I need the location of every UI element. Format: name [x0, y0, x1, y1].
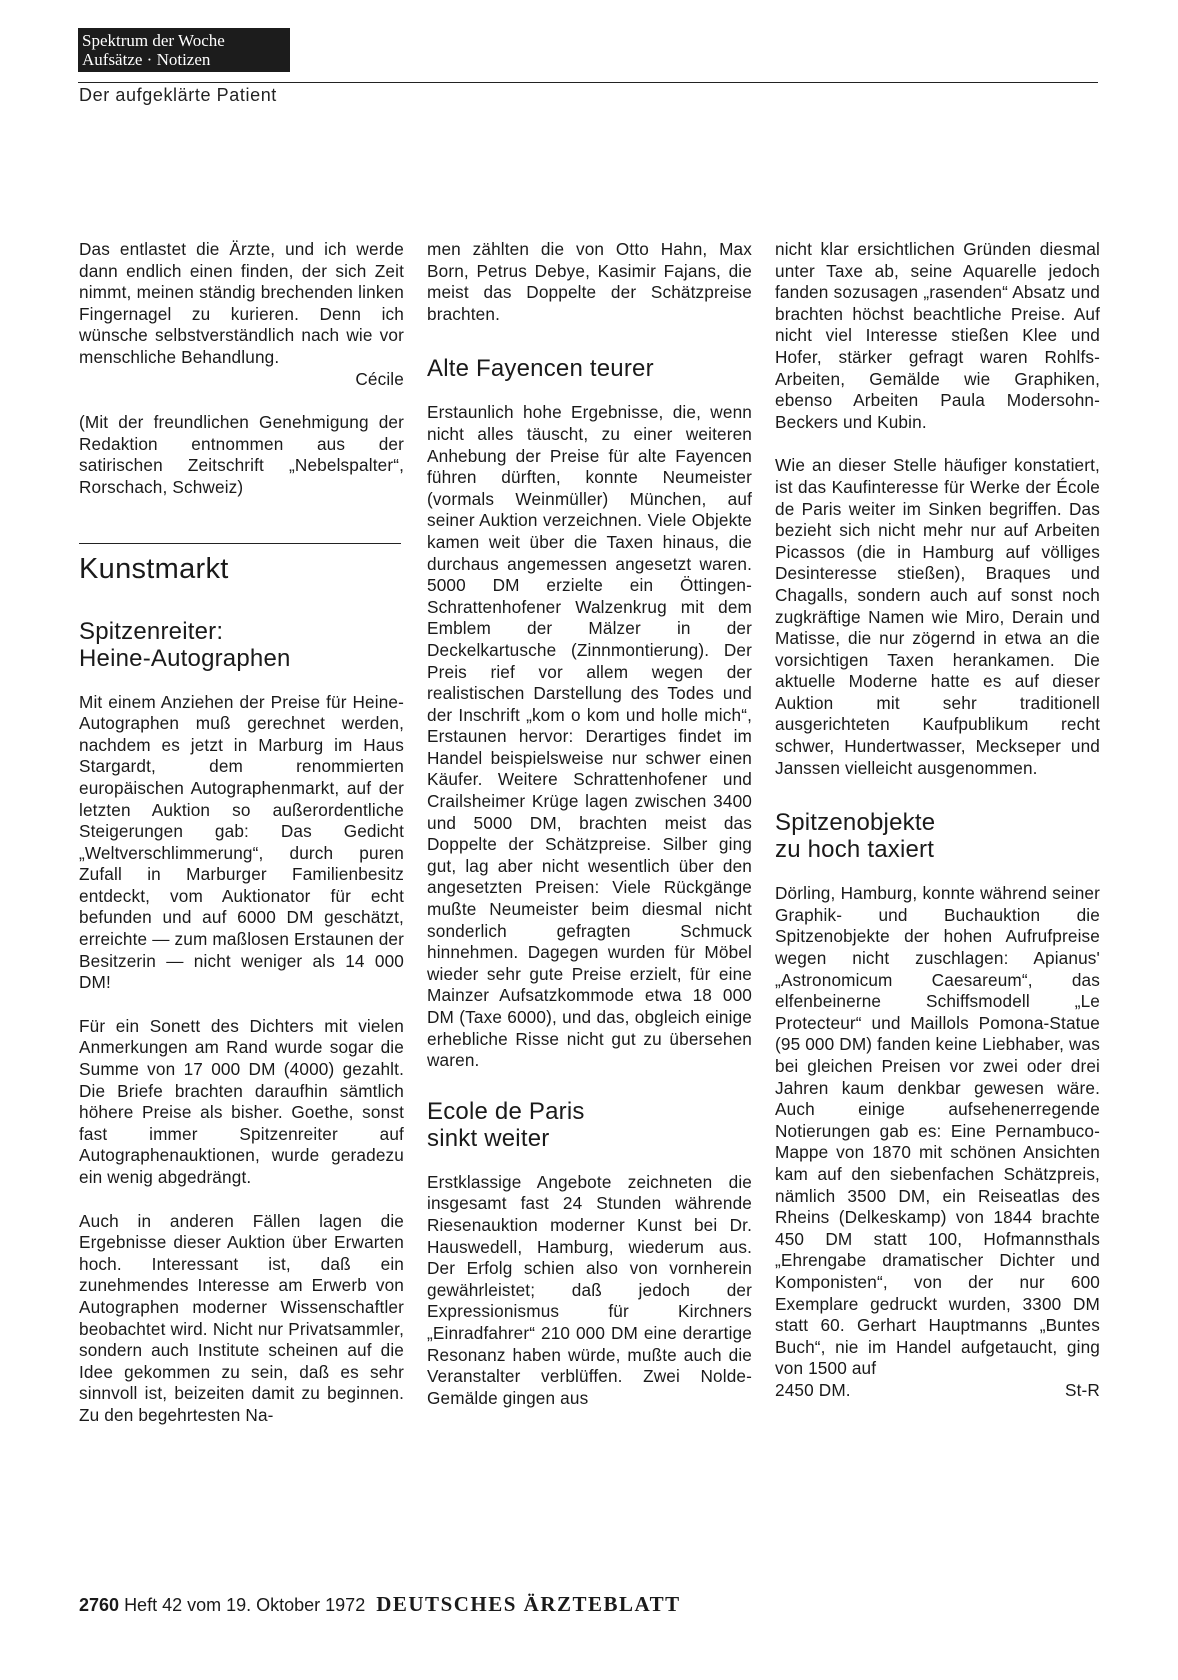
article-heading: Ecole de Paris sinkt weiter [427, 1097, 585, 1152]
paragraph-end: 2450 DM. [775, 1379, 851, 1400]
section-divider [79, 543, 401, 544]
page-footer [79, 1592, 681, 1617]
header-divider [78, 82, 1098, 83]
article-heading: Alte Fayencen teurer [427, 355, 654, 383]
section-label [78, 28, 290, 72]
issue-info: Heft 42 vom 19. Oktober 1972 [124, 1595, 366, 1615]
paragraph: Auch in anderen Fällen lagen die Ergebnisse dieser Auktion über Erwarten hoch. Interessant ist, daß ein zunehmendes Interesse am Erwerb von Autographen moderner Wissenschaftler beobachtet wird. Nicht nur Privatsammler, sondern auch Institute scheinen auf die Idee gekommen zu sein, daß es sehr sinnvoll ist, beizeiten damit zu beginnen. Zu den begehrtesten Na- [79, 1210, 404, 1425]
publication-name: DEUTSCHES ÄRZTEBLATT [376, 1592, 681, 1616]
section-label-line1: Spektrum der Woche [82, 31, 225, 50]
paragraph: Wie an dieser Stelle häufiger konstatiert, ist das Kaufinteresse für Werke der École de Paris weiter im Sinken begriffen. Das bezieht sich nicht mehr nur auf Arbeiten Picassos (die in Hamburg auf völliges Desinteresse stießen), Braques und Chagalls, sondern auch auf sonst noch zugkräftige Namen wie Miro, Derain und Matisse, die nur zögernd in etwa an die vorsichtigen Taxen herankamen. Die aktuelle Moderne hatte es auf dieser Auktion mit sehr traditionell ausgerichteten Kaufpublikum recht schwer, Hundertwasser, Meckseper und Janssen vielleicht ausgenommen. [775, 455, 1100, 778]
signature-line [775, 1380, 1100, 1402]
section-heading: Kunstmarkt [79, 552, 229, 585]
paragraph: Erstaunlich hohe Ergebnisse, die, wenn nicht alles täuscht, zu einer weiteren Anhebung der Preise für alte Fayencen führen dürften, konnte Neumeister (vormals Weinmüller) München, auf seiner Auktion verzeichnen. Viele Objekte kamen weit über die Taxen hinaus, die durchaus angemessen angesetzt waren. 5000 DM erzielte ein Öttingen-Schrattenhofener Walzenkrug mit dem Emblem der Mälzer in der Deckelkartusche (Zinnmontierung). Der Preis rief vor allem wegen der realistischen Darstellung des Todes und der Inschrift „kom o kom und holle mich“, Erstaunen hervor: Derartiges findet im Handel beispielsweise nur schwer einen Käufer. Weitere Schrattenhofener und Crailsheimer Krüge lagen zwischen 3400 und 5000 DM, brachten meist das Doppelte der Schätzpreise. Silber ging gut, lag aber nicht wesentlich über den angesetzten Preisen: Viele Rückgänge mußte Neumeister beim diesmal nicht sonderlich gefragten Schmuck hinnehmen. Dagegen wurden für Möbel wieder sehr gute Preise erzielt, für eine Mainzer Aufsatzkommode etwa 18 000 DM (Taxe 6000), und das, obgleich einige erhebliche Risse nicht gut zu übersehen waren. [427, 402, 752, 1071]
paragraph: nicht klar ersichtlichen Gründen diesmal unter Taxe ab, seine Aquarelle jedoch fanden sozusagen „rasenden“ Absatz und brachten höchst beachtliche Preise. Auf nicht viel Interesse stießen Klee und Hofer, stärker gefragt waren Rohlfs-Arbeiten, Gemälde wie Graphiken, ebenso Arbeiten Paula Modersohn-Beckers und Kubin. [775, 239, 1100, 432]
signature: St-R [1065, 1379, 1100, 1400]
paragraph: Erstklassige Angebote zeichneten die insgesamt fast 24 Stunden währende Riesenauktion moderner Kunst bei Dr. Hauswedell, Hamburg, wiederum aus. Der Erfolg schien also von vornherein gewährleistet; daß jedoch der Expressionismus für Kirchners „Einradfahrer“ 210 000 DM eine derartige Resonanz haben würde, mußte auch die Veranstalter verblüffen. Zwei Nolde-Gemälde gingen aus [427, 1171, 752, 1408]
paragraph: (Mit der freundlichen Genehmigung der Redaktion entnommen aus der satirischen Zeitschrift „Nebelspalter“, Rorschach, Schweiz) [79, 412, 404, 497]
article-heading: Spitzenreiter: Heine-Autographen [79, 617, 291, 672]
signature: Cécile [355, 368, 404, 389]
paragraph: Für ein Sonett des Dichters mit vielen Anmerkungen am Rand wurde sogar die Summe von 17 000 DM (4000) gezahlt. Die Briefe brachten daraufhin sämtlich höhere Preise als bisher. Goethe, sonst fast immer Spitzenreiter auf Autographenauktionen, wurde geradezu ein wenig abgedrängt. [79, 1015, 404, 1187]
page-number: 2760 [79, 1595, 120, 1615]
column-3 [775, 239, 1100, 1424]
paragraph: men zählten die von Otto Hahn, Max Born, Petrus Debye, Kasimir Fajans, die meist das Doppelte der Schätzpreise brachten. [427, 239, 752, 324]
paragraph: Das entlastet die Ärzte, und ich werde dann endlich einen finden, der sich Zeit nimmt, meinen ständig brechenden linken Fingernagel zu kurieren. Denn ich wünsche selbstverständlich nach wie vor menschliche Behandlung. [79, 239, 404, 367]
signature-line [79, 369, 404, 391]
article-heading: Spitzenobjekte zu hoch taxiert [775, 809, 936, 864]
section-label-line2: Aufsätze · Notizen [82, 50, 211, 69]
page-subtitle: Der aufgeklärte Patient [79, 85, 277, 105]
column-2 [427, 239, 752, 1431]
paragraph: Dörling, Hamburg, konnte während seiner Graphik- und Buchauktion die Spitzenobjekte der hohen Aufrufpreise wegen nicht zuschlagen: Apianus' „Astronomicum Caesareum“, das elfenbeinerne Schiffsmodell „Le Protecteur“ und Maillols Pomona-Statue (95 000 DM) fanden keine Liebhaber, was bei gleichen Preisen vor zwei oder drei Jahren kaum denkbar gewesen wäre. Auch einige aufsehenerregende Notierungen gab es: Eine Pernambuco-Mappe von 1870 mit schönen Ansichten kam auf den siebenfachen Schätzpreis, nämlich 3500 DM, ein Reiseatlas des Rheins (Delkeskamp) von 1844 brachte 450 DM statt 100, Hofmannsthals „Ehrengabe dramatischer Dichter und Komponisten“, von der nur 600 Exemplare gedruckt wurden, 3300 DM statt 60. Gerhart Hauptmanns „Buntes Buch“, nie im Handel aufgetaucht, ging von 1500 auf [775, 883, 1100, 1379]
column-1 [79, 239, 404, 1449]
paragraph: Mit einem Anziehen der Preise für Heine-Autographen muß gerechnet werden, nachdem es jetzt in Marburg im Haus Stargardt, dem renommierten europäischen Autographenmarkt, auf der letzten Auktion so außerordentliche Steigerungen gab: Das Gedicht „Weltverschlimmerung“, durch puren Zufall in Marburger Familienbesitz entdeckt, vom Auktionator für echt befunden und auf 6000 DM geschätzt, erreichte — zum maßlosen Erstaunen der Besitzerin — nicht weniger als 14 000 DM! [79, 691, 404, 993]
